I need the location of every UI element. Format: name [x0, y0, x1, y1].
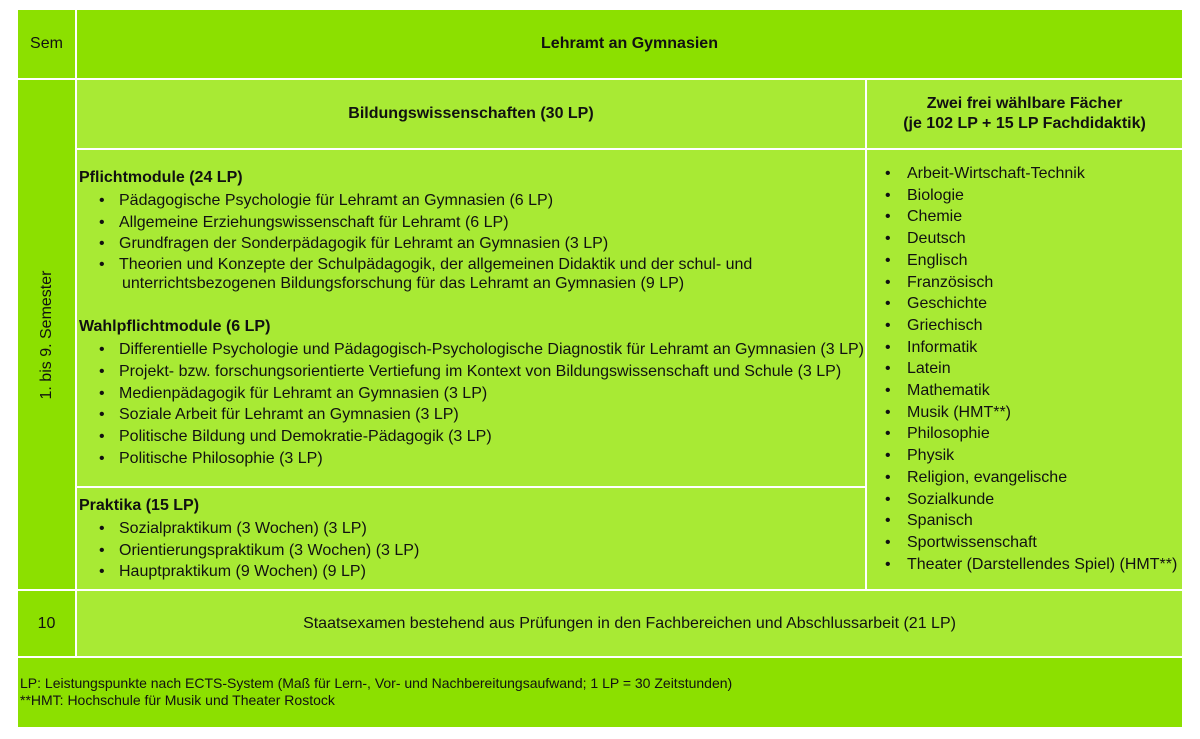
faecher-list — [867, 163, 1182, 575]
bullet-icon: • — [885, 338, 891, 356]
bullet-icon: • — [885, 403, 891, 421]
list-item: • Theater (Darstellendes Spiel) (HMT**) — [885, 554, 1182, 576]
bullet-icon: • — [99, 341, 105, 359]
bullet-icon: • — [885, 208, 891, 226]
bullet-icon: • — [885, 555, 891, 573]
bullet-icon: • — [885, 447, 891, 465]
praktika-cell — [77, 488, 865, 589]
faecher-header-cell — [867, 80, 1182, 148]
bullet-icon: • — [99, 384, 105, 402]
semester-range-label: 1. bis 9. Semester — [37, 270, 55, 399]
bullet-icon: • — [99, 362, 105, 380]
row10-sem-cell — [18, 591, 75, 656]
list-item: • Allgemeine Erziehungswissenschaft für Lehramt (6 LP) — [99, 212, 865, 234]
list-item: • Religion, evangelische — [885, 467, 1182, 489]
list-item: • Sozialpraktikum (3 Wochen) (3 LP) — [99, 518, 865, 540]
bullet-icon: • — [99, 541, 105, 559]
list-item: • Pädagogische Psychologie für Lehramt an Gymnasien (6 LP) — [99, 190, 865, 212]
study-plan-table — [18, 10, 1182, 727]
footer-note-hmt: **HMT: Hochschule für Musik und Theater Rostock — [20, 692, 335, 708]
list-item: • Medienpädagogik für Lehramt an Gymnasien (3 LP) — [99, 383, 865, 405]
faecher-title-line1: Zwei frei wählbare Fächer — [926, 95, 1123, 112]
list-item: • Deutsch — [885, 228, 1182, 250]
list-item: • Geschichte — [885, 293, 1182, 315]
bullet-icon: • — [99, 192, 105, 209]
list-item: • Mathematik — [885, 380, 1182, 402]
list-item: • Theorien und Konzepte der Schulpädagogik, der allgemeinen Didaktik und der schul- und unterrichtsbezogenen Bildungsforschung für das Lehramt an Gymnasien (9 LP) — [99, 256, 753, 293]
bullet-icon: • — [99, 449, 105, 467]
row10-text: Staatsexamen bestehend aus Prüfungen in den Fachbereichen und Abschlussarbeit (21 LP) — [303, 614, 956, 632]
bullet-icon: • — [99, 427, 105, 445]
bullet-icon: • — [99, 520, 105, 537]
list-item: • Grundfragen der Sonderpädagogik für Lehramt an Gymnasien (3 LP) — [99, 233, 865, 255]
footer-note-lp: LP: Leistungspunkte nach ECTS-System (Maß für Lern-, Vor- und Nachbereitungsaufwand; 1 LP = 30 Zeitstunden) — [20, 675, 733, 691]
bullet-icon: • — [885, 425, 891, 443]
list-item: • Französisch — [885, 272, 1182, 294]
list-item: • Hauptpraktikum (9 Wochen) (9 LP) — [99, 561, 865, 583]
modules-cell — [77, 150, 865, 486]
list-item: • Sozialkunde — [885, 489, 1182, 511]
bullet-icon: • — [885, 295, 891, 313]
bullet-icon: • — [885, 316, 891, 334]
list-item: • Projekt- bzw. forschungsorientierte Vertiefung im Kontext von Bildungswissenschaft und Schule (3 LP) — [99, 361, 865, 383]
bullet-icon: • — [99, 213, 105, 231]
list-item: • Politische Bildung und Demokratie-Pädagogik (3 LP) — [99, 426, 865, 448]
wahlpflicht-list — [79, 339, 865, 469]
bullet-icon: • — [99, 235, 105, 253]
semester-range-cell — [18, 80, 75, 589]
bullet-icon: • — [885, 230, 891, 248]
list-item: • Latein — [885, 358, 1182, 380]
bullet-icon: • — [885, 512, 891, 530]
list-item: • Soziale Arbeit für Lehramt an Gymnasien (3 LP) — [99, 404, 865, 426]
list-item: • Chemie — [885, 206, 1182, 228]
bullet-icon: • — [99, 406, 105, 424]
list-item: • Physik — [885, 445, 1182, 467]
sem-header-label: Sem — [30, 35, 63, 52]
bullet-icon: • — [885, 360, 891, 378]
pflicht-list — [79, 190, 865, 293]
list-item: • Musik (HMT**) — [885, 402, 1182, 424]
praktika-title: Praktika (15 LP) — [79, 497, 200, 514]
pflicht-title: Pflichtmodule (24 LP) — [79, 169, 243, 186]
bullet-icon: • — [885, 468, 891, 486]
bullet-icon: • — [885, 251, 891, 269]
faecher-cell — [867, 150, 1182, 589]
list-item: • Politische Philosophie (3 LP) — [99, 448, 865, 470]
footer-cell — [18, 658, 1182, 727]
praktika-list — [79, 518, 865, 583]
bullet-icon: • — [885, 186, 891, 204]
list-item: • Informatik — [885, 337, 1182, 359]
bullet-icon: • — [99, 563, 105, 581]
bullet-icon: • — [885, 165, 891, 182]
row10-sem: 10 — [37, 614, 56, 632]
bullet-icon: • — [99, 256, 105, 274]
wahlpflicht-title: Wahlpflichtmodule (6 LP) — [79, 318, 271, 336]
sem-header-cell — [18, 10, 75, 78]
page-title: Lehramt an Gymnasien — [541, 35, 718, 52]
bullet-icon: • — [885, 490, 891, 508]
list-item: • Biologie — [885, 185, 1182, 207]
row10-text-cell — [77, 591, 1182, 656]
title-cell — [77, 10, 1182, 78]
bildung-title: Bildungswissenschaften (30 LP) — [348, 105, 594, 122]
bullet-icon: • — [885, 382, 891, 400]
list-item: • Orientierungspraktikum (3 Wochen) (3 LP) — [99, 540, 865, 562]
faecher-title-line2: (je 102 LP + 15 LP Fachdidaktik) — [903, 115, 1146, 132]
list-item: • Englisch — [885, 250, 1182, 272]
list-item: • Differentielle Psychologie und Pädagogisch-Psychologische Diagnostik für Lehramt an Gymnasien (3 LP) — [99, 339, 865, 361]
list-item: • Spanisch — [885, 510, 1182, 532]
list-item: • Sportwissenschaft — [885, 532, 1182, 554]
list-item: • Philosophie — [885, 423, 1182, 445]
bullet-icon: • — [885, 533, 891, 551]
list-item: • Griechisch — [885, 315, 1182, 337]
list-item: • Arbeit-Wirtschaft-Technik — [885, 163, 1182, 185]
bildung-header-cell — [77, 80, 865, 148]
bullet-icon: • — [885, 273, 891, 291]
